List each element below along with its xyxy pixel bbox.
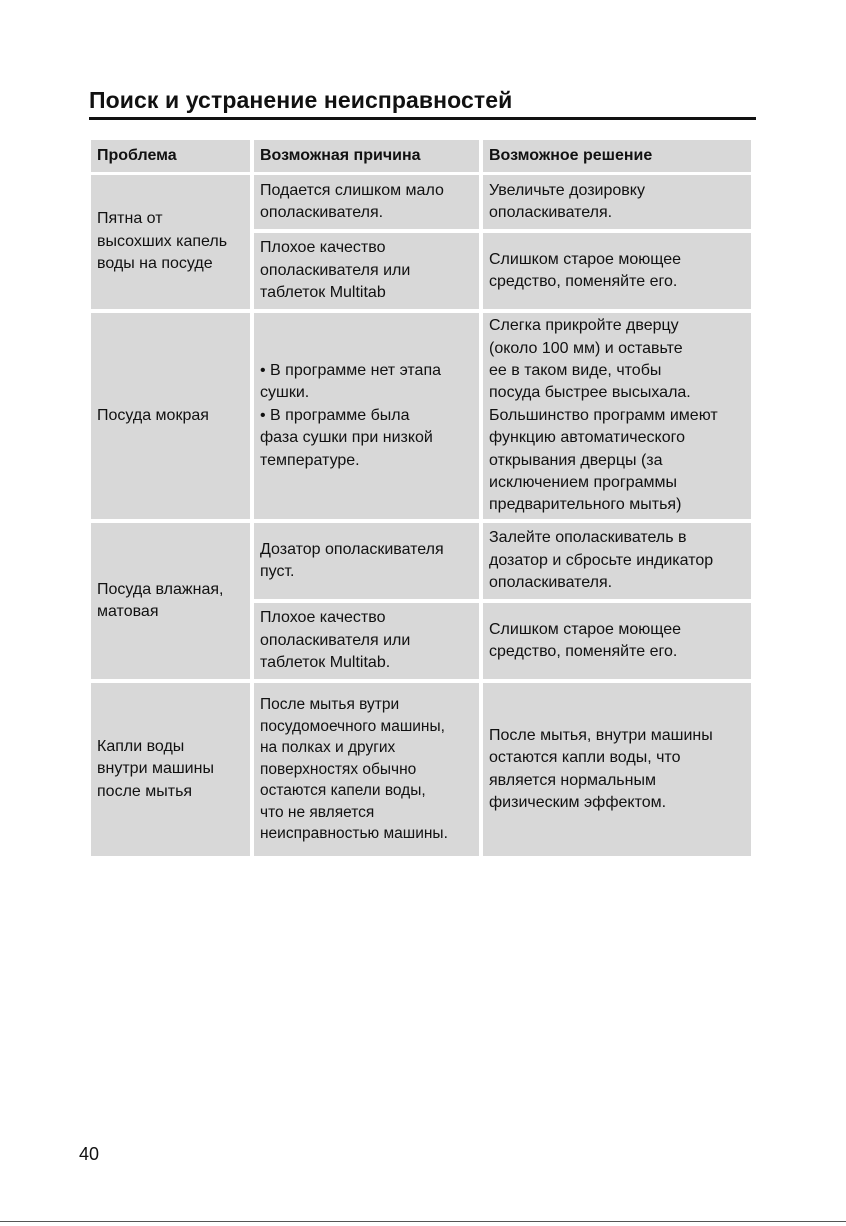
solution-cell: Увеличьте дозировку ополаскивателя. — [483, 175, 751, 229]
page-number: 40 — [79, 1144, 100, 1164]
header-solution: Возможное решение — [483, 140, 751, 172]
header-problem: Проблема — [91, 140, 250, 172]
cause-cell: Плохое качество ополаскивателя или таблеток Multitab — [254, 233, 479, 309]
problem-cell: Посуда мокрая — [91, 313, 250, 519]
solution-cell: Залейте ополаскиватель в дозатор и сбросьте индикатор ополаскивателя. — [483, 523, 751, 599]
title-underline — [89, 117, 756, 120]
cause-cell: • В программе нет этапа сушки. • В программе была фаза сушки при низкой температуре. — [254, 313, 479, 519]
solution-cell: Слегка прикройте дверцу (около 100 мм) и оставьте ее в таком виде, чтобы посуда быстрее высыхала. Большинство программ имеют функцию автоматического открывания дверцы (за исключением программы предварительного мытья) — [483, 313, 751, 519]
solution-cell: После мытья, внутри машины остаются капли воды, что является нормальным физическим эффектом. — [483, 683, 751, 856]
solution-cell: Слишком старое моющее средство, поменяйте его. — [483, 603, 751, 679]
cause-cell: Подается слишком мало ополаскивателя. — [254, 175, 479, 229]
bottom-divider — [0, 1221, 846, 1222]
page-title: Поиск и устранение неисправностей — [89, 87, 513, 113]
problem-cell: Капли воды внутри машины после мытья — [91, 683, 250, 856]
header-cause: Возможная причина — [254, 140, 479, 172]
cause-cell: Дозатор ополаскивателя пуст. — [254, 523, 479, 599]
solution-cell: Слишком старое моющее средство, поменяйте его. — [483, 233, 751, 309]
problem-cell: Посуда влажная, матовая — [91, 523, 250, 679]
problem-cell: Пятна от высохших капель воды на посуде — [91, 175, 250, 309]
cause-cell: После мытья вутри посудомоечного машины, на полках и других поверхностях обычно остаются капели воды, что не является неисправностью машины. — [254, 683, 479, 856]
cause-cell: Плохое качество ополаскивателя или таблеток Multitab. — [254, 603, 479, 679]
